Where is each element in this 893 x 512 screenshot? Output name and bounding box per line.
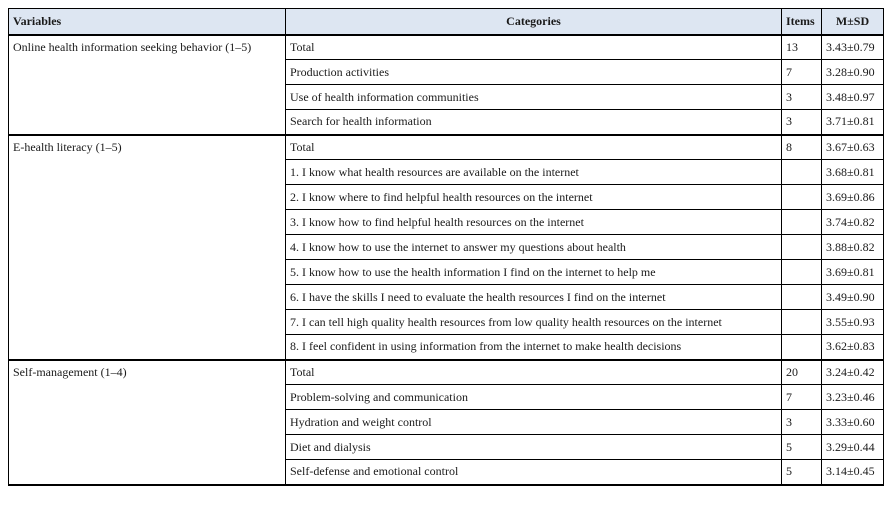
items-cell: 3 xyxy=(782,85,822,110)
items-cell: 13 xyxy=(782,35,822,60)
category-cell: 5. I know how to use the health information I find on the internet to help me xyxy=(286,260,782,285)
msd-cell: 3.71±0.81 xyxy=(822,110,884,135)
items-cell xyxy=(782,310,822,335)
category-cell: 8. I feel confident in using information from the internet to make health decisions xyxy=(286,335,782,360)
items-cell xyxy=(782,185,822,210)
items-cell: 5 xyxy=(782,460,822,485)
header-categories: Categories xyxy=(286,9,782,35)
items-cell: 7 xyxy=(782,60,822,85)
category-cell: Diet and dialysis xyxy=(286,435,782,460)
category-cell: Hydration and weight control xyxy=(286,410,782,435)
msd-cell: 3.49±0.90 xyxy=(822,285,884,310)
items-cell: 3 xyxy=(782,110,822,135)
variable-cell: Self-management (1–4) xyxy=(9,360,286,485)
msd-cell: 3.29±0.44 xyxy=(822,435,884,460)
msd-cell: 3.55±0.93 xyxy=(822,310,884,335)
header-row xyxy=(9,9,884,35)
items-cell xyxy=(782,160,822,185)
category-cell: Use of health information communities xyxy=(286,85,782,110)
category-cell: Problem-solving and communication xyxy=(286,385,782,410)
category-cell: Total xyxy=(286,360,782,385)
msd-cell: 3.23±0.46 xyxy=(822,385,884,410)
msd-cell: 3.67±0.63 xyxy=(822,135,884,160)
msd-cell: 3.43±0.79 xyxy=(822,35,884,60)
category-cell: 7. I can tell high quality health resources from low quality health resources on the internet xyxy=(286,310,782,335)
items-cell xyxy=(782,260,822,285)
category-cell: 4. I know how to use the internet to answer my questions about health xyxy=(286,235,782,260)
msd-cell: 3.14±0.45 xyxy=(822,460,884,485)
category-cell: Search for health information xyxy=(286,110,782,135)
category-cell: Total xyxy=(286,135,782,160)
msd-cell: 3.69±0.81 xyxy=(822,260,884,285)
variable-cell: E-health literacy (1–5) xyxy=(9,135,286,360)
table-row xyxy=(9,35,884,60)
msd-cell: 3.28±0.90 xyxy=(822,60,884,85)
items-cell xyxy=(782,235,822,260)
items-cell: 5 xyxy=(782,435,822,460)
category-cell: Self-defense and emotional control xyxy=(286,460,782,485)
header-items: Items xyxy=(782,9,822,35)
category-cell: 2. I know where to find helpful health resources on the internet xyxy=(286,185,782,210)
msd-cell: 3.33±0.60 xyxy=(822,410,884,435)
results-table xyxy=(8,8,884,486)
items-cell: 8 xyxy=(782,135,822,160)
category-cell: Total xyxy=(286,35,782,60)
msd-cell: 3.48±0.97 xyxy=(822,85,884,110)
category-cell: 1. I know what health resources are available on the internet xyxy=(286,160,782,185)
items-cell: 3 xyxy=(782,410,822,435)
table-row xyxy=(9,135,884,160)
items-cell: 20 xyxy=(782,360,822,385)
category-cell: 3. I know how to find helpful health resources on the internet xyxy=(286,210,782,235)
header-msd: M±SD xyxy=(822,9,884,35)
category-cell: Production activities xyxy=(286,60,782,85)
table-row xyxy=(9,360,884,385)
table-body xyxy=(9,35,884,485)
variable-cell: Online health information seeking behavior (1–5) xyxy=(9,35,286,135)
items-cell: 7 xyxy=(782,385,822,410)
msd-cell: 3.74±0.82 xyxy=(822,210,884,235)
header-variables: Variables xyxy=(9,9,286,35)
msd-cell: 3.24±0.42 xyxy=(822,360,884,385)
category-cell: 6. I have the skills I need to evaluate the health resources I find on the internet xyxy=(286,285,782,310)
items-cell xyxy=(782,335,822,360)
msd-cell: 3.69±0.86 xyxy=(822,185,884,210)
msd-cell: 3.68±0.81 xyxy=(822,160,884,185)
items-cell xyxy=(782,285,822,310)
items-cell xyxy=(782,210,822,235)
msd-cell: 3.88±0.82 xyxy=(822,235,884,260)
msd-cell: 3.62±0.83 xyxy=(822,335,884,360)
